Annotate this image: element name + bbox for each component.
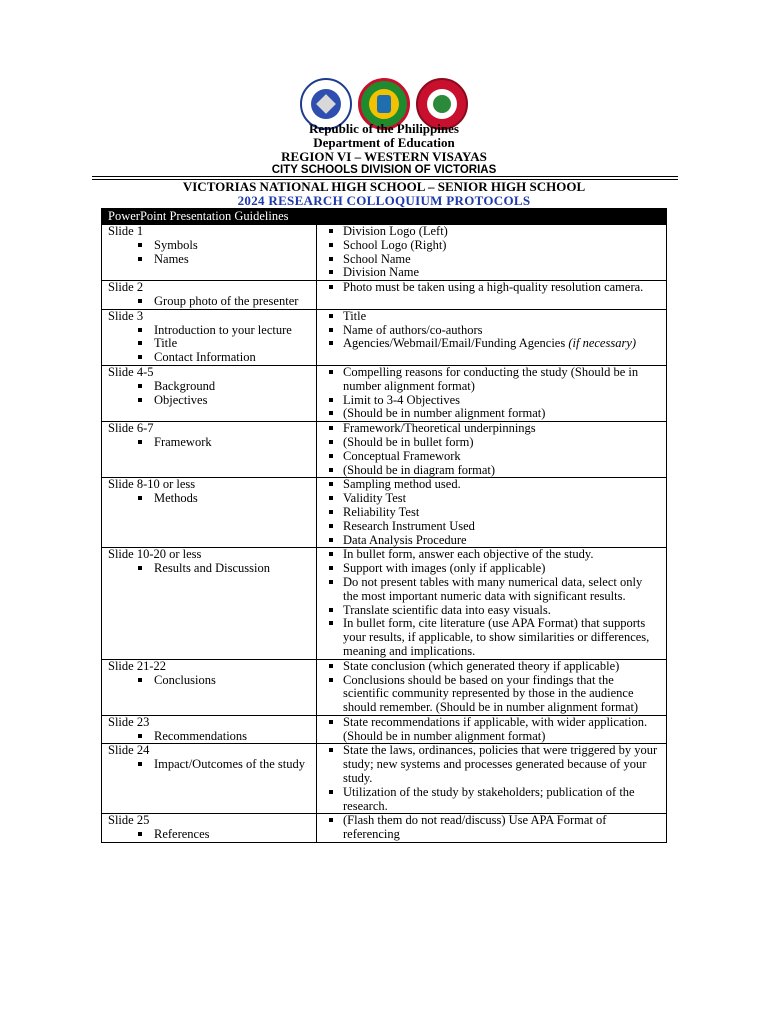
- slide-content-list: [108, 239, 310, 267]
- guideline-text: In bullet form, cite literature (use APA Format) that supports your results, if applicable, to show similarities or differences, meaning and implications.: [343, 616, 650, 658]
- table-row: [102, 365, 667, 421]
- list-item: Contact Information: [108, 351, 310, 365]
- list-item: [323, 617, 660, 658]
- list-item: Recommendations: [108, 730, 310, 744]
- guideline-cell: [317, 715, 667, 744]
- guideline-text: In bullet form, answer each objective of the study.: [343, 547, 594, 562]
- slide-cell: [102, 478, 317, 548]
- list-item: [323, 534, 660, 548]
- slide-cell: [102, 715, 317, 744]
- guideline-list: [323, 744, 660, 813]
- slide-number: Slide 2: [108, 280, 144, 295]
- slide-cell: [102, 422, 317, 478]
- list-item: [323, 253, 660, 267]
- list-item: Framework: [108, 436, 310, 450]
- guideline-cell: [317, 281, 667, 310]
- slide-number: Slide 25: [108, 813, 150, 828]
- guideline-text: Data Analysis Procedure: [343, 532, 467, 547]
- slide-cell: [102, 225, 317, 281]
- guideline-cell: [317, 548, 667, 659]
- slide-cell: [102, 548, 317, 659]
- list-item: [323, 436, 660, 450]
- guidelines-table: [101, 208, 667, 843]
- guideline-text: Research Instrument Used: [343, 518, 475, 533]
- guideline-text: Reliability Test: [343, 504, 420, 519]
- list-item: [323, 604, 660, 618]
- guideline-text: (Should be in diagram format): [343, 462, 496, 477]
- guideline-note: (if necessary): [568, 336, 637, 351]
- list-item: Results and Discussion: [108, 562, 310, 576]
- list-item: Impact/Outcomes of the study: [108, 758, 310, 772]
- slide-number: Slide 10-20 or less: [108, 547, 202, 562]
- slide-number: Slide 4-5: [108, 364, 154, 379]
- table-row: [102, 744, 667, 814]
- list-item: [323, 450, 660, 464]
- list-item: [323, 478, 660, 492]
- table-row: [102, 225, 667, 281]
- guideline-text: Framework/Theoretical underpinnings: [343, 421, 536, 436]
- slide-cell: [102, 309, 317, 365]
- slide-cell: [102, 814, 317, 843]
- guideline-text: Do not present tables with many numerical data, select only the most important numeric data with significant results.: [343, 574, 643, 603]
- slide-cell: [102, 281, 317, 310]
- slide-number: Slide 24: [108, 743, 150, 758]
- guideline-text: State conclusion (which generated theory if applicable): [343, 658, 620, 673]
- slide-cell: [102, 659, 317, 715]
- guideline-list: [323, 548, 660, 658]
- list-item: [323, 786, 660, 814]
- guideline-list: [323, 310, 660, 351]
- slide-content-list: [108, 380, 310, 408]
- table-row: [102, 548, 667, 659]
- guideline-text: Name of authors/co-authors: [343, 322, 483, 337]
- table-body: [102, 225, 667, 843]
- list-item: Objectives: [108, 394, 310, 408]
- guideline-text: (Should be in number alignment format): [343, 406, 546, 421]
- guideline-text: Translate scientific data into easy visuals.: [343, 602, 551, 617]
- guideline-list: [323, 716, 660, 744]
- guideline-text: State the laws, ordinances, policies that were triggered by your study; new systems and processes generated because of your study.: [343, 743, 658, 786]
- list-item: [323, 716, 660, 744]
- slide-content-list: [108, 674, 310, 688]
- list-item: [323, 366, 660, 394]
- slide-content-list: [108, 295, 310, 309]
- list-item: [323, 394, 660, 408]
- list-item: [323, 506, 660, 520]
- slide-number: Slide 6-7: [108, 421, 154, 436]
- list-item: [323, 492, 660, 506]
- slide-content-list: [108, 758, 310, 772]
- list-item: [323, 407, 660, 421]
- guideline-text: Division Name: [343, 265, 420, 280]
- slide-content-list: [108, 828, 310, 842]
- slide-content-list: [108, 436, 310, 450]
- guideline-text: (Flash them do not read/discuss) Use APA Format of referencing: [343, 813, 607, 842]
- guideline-text: State recommendations if applicable, with wider application. (Should be in number alignment format): [343, 714, 648, 743]
- slide-cell: [102, 365, 317, 421]
- table-row: [102, 309, 667, 365]
- list-item: Group photo of the presenter: [108, 295, 310, 309]
- table-row: [102, 659, 667, 715]
- list-item: Conclusions: [108, 674, 310, 688]
- list-item: [323, 464, 660, 478]
- guideline-text: (Should be in bullet form): [343, 434, 474, 449]
- document-title: 2024 RESEARCH COLLOQUIUM PROTOCOLS: [237, 193, 531, 208]
- republic-line: Republic of the Philippines: [309, 121, 459, 136]
- list-item: [323, 324, 660, 338]
- guideline-text: Conclusions should be based on your findings that the scientific community represented by those in the audience should remember. (Should be in number alignment format): [343, 672, 639, 715]
- list-item: [323, 225, 660, 239]
- list-item: [323, 576, 660, 604]
- guideline-cell: [317, 309, 667, 365]
- list-item: [323, 660, 660, 674]
- list-item: [323, 337, 660, 351]
- school-name: VICTORIAS NATIONAL HIGH SCHOOL – SENIOR HIGH SCHOOL: [182, 179, 586, 194]
- table-row: [102, 478, 667, 548]
- guideline-list: [323, 660, 660, 715]
- table-row: [102, 422, 667, 478]
- division-line: CITY SCHOOLS DIVISION OF VICTORIAS: [271, 164, 497, 176]
- slide-number: Slide 23: [108, 714, 150, 729]
- list-item: [323, 674, 660, 715]
- guideline-list: [323, 281, 660, 295]
- guideline-text: Utilization of the study by stakeholders; publication of the research.: [343, 784, 635, 813]
- guideline-list: [323, 478, 660, 547]
- guideline-list: [323, 366, 660, 421]
- list-item: [323, 814, 660, 842]
- slide-number: Slide 1: [108, 224, 144, 238]
- guideline-cell: [317, 365, 667, 421]
- list-item: Introduction to your lecture: [108, 324, 310, 338]
- guideline-list: [323, 225, 660, 280]
- guideline-text: Sampling method used.: [343, 477, 461, 492]
- slide-number: Slide 21-22: [108, 658, 166, 673]
- guideline-cell: [317, 478, 667, 548]
- guideline-list: [323, 422, 660, 477]
- list-item: [323, 266, 660, 280]
- guideline-text: Compelling reasons for conducting the study (Should be in number alignment format): [343, 364, 639, 393]
- slide-content-list: [108, 324, 310, 365]
- list-item: [323, 422, 660, 436]
- list-item: [323, 310, 660, 324]
- guideline-text: Title: [343, 308, 367, 323]
- table-row: [102, 281, 667, 310]
- table-row: [102, 715, 667, 744]
- list-item: [323, 562, 660, 576]
- slide-content-list: [108, 562, 310, 576]
- guideline-text: Agencies/Webmail/Email/Funding Agencies: [343, 336, 566, 351]
- region-line: REGION VI – WESTERN VISAYAS: [281, 149, 487, 164]
- table-header-row: [102, 209, 667, 225]
- guideline-text: School Name: [343, 251, 411, 266]
- list-item: [323, 281, 660, 295]
- guideline-cell: [317, 814, 667, 843]
- guideline-text: Photo must be taken using a high-quality resolution camera.: [343, 280, 644, 295]
- list-item: References: [108, 828, 310, 842]
- list-item: Methods: [108, 492, 310, 506]
- slide-number: Slide 8-10 or less: [108, 477, 196, 492]
- list-item: Title: [108, 337, 310, 351]
- slide-content-list: [108, 492, 310, 506]
- list-item: Symbols: [108, 239, 310, 253]
- list-item: Background: [108, 380, 310, 394]
- guideline-cell: [317, 422, 667, 478]
- guideline-text: Conceptual Framework: [343, 448, 461, 463]
- list-item: [323, 520, 660, 534]
- guideline-list: [323, 814, 660, 842]
- guideline-cell: [317, 659, 667, 715]
- list-item: [323, 548, 660, 562]
- guideline-text: Division Logo (Left): [343, 224, 448, 238]
- list-item: [323, 239, 660, 253]
- slide-content-list: [108, 730, 310, 744]
- guideline-text: School Logo (Right): [343, 237, 447, 252]
- list-item: Names: [108, 253, 310, 267]
- list-item: [323, 744, 660, 785]
- table-heading: PowerPoint Presentation Guidelines: [102, 209, 667, 225]
- table-row: [102, 814, 667, 843]
- guideline-text: Validity Test: [343, 491, 407, 506]
- header-divider: [92, 176, 678, 177]
- guideline-cell: [317, 225, 667, 281]
- slide-cell: [102, 744, 317, 814]
- slide-number: Slide 3: [108, 308, 144, 323]
- guideline-text: Support with images (only if applicable): [343, 561, 546, 576]
- guideline-text: Limit to 3-4 Objectives: [343, 392, 460, 407]
- department-line: Department of Education: [313, 135, 455, 150]
- guideline-cell: [317, 744, 667, 814]
